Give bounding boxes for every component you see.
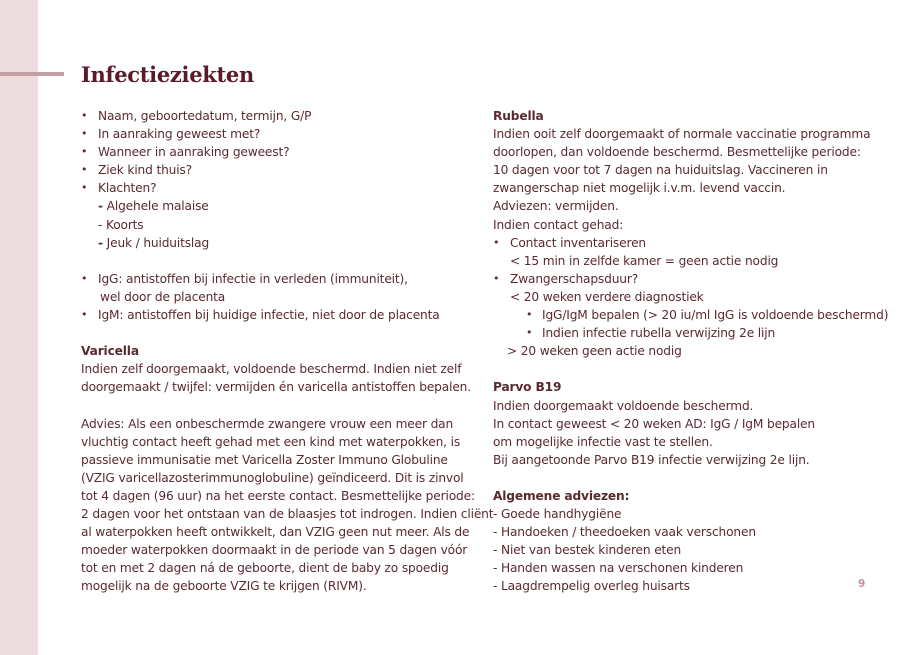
page-title: Infectieziekten	[81, 62, 254, 87]
list-item: • In aanraking geweest met?	[81, 125, 476, 143]
paragraph-line: 10 dagen voor tot 7 dagen na huiduitslag. Vaccineren in	[493, 163, 828, 178]
advice-item: - Laagdrempelig overleg huisarts	[493, 579, 690, 594]
page-number: 9	[858, 578, 866, 590]
paragraph-line: (VZIG varicellazosterimmunoglobuline) geïndiceerd. Dit is zinvol	[81, 470, 464, 485]
paragraph-line: In contact geweest < 20 weken AD: IgG / IgM bepalen	[493, 416, 815, 431]
right-column	[493, 107, 893, 596]
paragraph-line: passieve immunisatie met Varicella Zoster Immuno Globuline	[81, 452, 448, 467]
complaint-item: - Koorts	[98, 217, 144, 232]
spacer	[81, 324, 476, 342]
paragraph-line: om mogelijke infectie vast te stellen.	[493, 434, 713, 449]
list-sub-item: > 20 weken geen actie nodig	[507, 344, 682, 359]
list-item: • Zwangerschapsduur?	[493, 270, 893, 288]
paragraph-line: al waterpokken heeft ontwikkelt, dan VZIG geen nut meer. Als de	[81, 525, 470, 540]
paragraph-line: tot 4 dagen (96 uur) na het eerste contact. Besmettelijke periode:	[81, 488, 475, 503]
list-item: • Wanneer in aanraking geweest?	[81, 143, 476, 161]
advice-item: - Handoeken / theedoeken vaak verschonen	[493, 525, 756, 540]
paragraph-line: vluchtig contact heeft gehad met een kind met waterpokken, is	[81, 434, 461, 449]
parvo-heading: Parvo B19	[493, 380, 562, 395]
left-column	[81, 107, 494, 596]
list-sub-item: < 20 weken verdere diagnostiek	[510, 289, 704, 304]
list-item-continuation: wel door de placenta	[100, 289, 226, 304]
paragraph-line: zwangerschap niet mogelijk i.v.m. levend vaccin.	[493, 181, 786, 196]
complaint-item: - Algehele malaise	[98, 199, 209, 214]
list-item: • IgG: antistoffen bij infectie in verleden (immuniteit),	[81, 270, 476, 288]
list-sub-item: < 15 min in zelfde kamer = geen actie nodig	[510, 253, 779, 268]
paragraph-line: moeder waterpokken doormaakt in de periode van 5 dagen vóór	[81, 543, 468, 558]
paragraph-line: mogelijk na de geboorte VZIG te krijgen (RIVM).	[81, 579, 367, 594]
list-item: • IgM: antistoffen bij huidige infectie, niet door de placenta	[81, 306, 476, 324]
list-item: • Naam, geboortedatum, termijn, G/P	[81, 107, 476, 125]
paragraph-line: Advies: Als een onbeschermde zwangere vrouw een meer dan	[81, 416, 454, 431]
spacer	[493, 469, 893, 487]
list-item: • Contact inventariseren	[493, 234, 893, 252]
advice-item: - Goede handhygiëne	[493, 507, 622, 522]
list-item: • Klachten?	[81, 179, 476, 197]
varicella-heading: Varicella	[81, 344, 139, 359]
nested-list-item: • Indien infectie rubella verwijzing 2e lijn	[493, 324, 893, 342]
paragraph-line: doorlopen, dan voldoende beschermd. Besmettelijke periode:	[493, 145, 861, 160]
side-decorative-band	[0, 0, 38, 655]
complaint-item: - Jeuk / huiduitslag	[98, 235, 210, 250]
paragraph-line: Bij aangetoonde Parvo B19 infectie verwijzing 2e lijn.	[493, 452, 810, 467]
paragraph-line: doorgemaakt / twijfel: vermijden én varicella antistoffen bepalen.	[81, 380, 471, 395]
spacer	[493, 360, 893, 378]
nested-list-item: • IgG/IgM bepalen (> 20 iu/ml IgG is voldoende beschermd)	[493, 306, 893, 324]
title-accent-rule	[0, 72, 64, 76]
paragraph-line: Indien zelf doorgemaakt, voldoende beschermd. Indien niet zelf	[81, 362, 462, 377]
paragraph-line: tot en met 2 dagen ná de geboorte, dient de baby zo spoedig	[81, 561, 449, 576]
advice-item: - Niet van bestek kinderen eten	[493, 543, 682, 558]
spacer	[81, 252, 476, 270]
general-advice-heading: Algemene adviezen:	[493, 488, 630, 503]
paragraph-line: Adviezen: vermijden.	[493, 199, 619, 214]
paragraph-line: Indien contact gehad:	[493, 217, 624, 232]
advice-item: - Handen wassen na verschonen kinderen	[493, 561, 744, 576]
list-item: • Ziek kind thuis?	[81, 161, 476, 179]
paragraph-line: 2 dagen voor het ontstaan van de blaasjes tot indrogen. Indien cliënt	[81, 507, 494, 522]
paragraph-line: Indien doorgemaakt voldoende beschermd.	[493, 398, 754, 413]
rubella-heading: Rubella	[493, 109, 544, 123]
paragraph-line: Indien ooit zelf doorgemaakt of normale vaccinatie programma	[493, 127, 871, 142]
spacer	[81, 397, 476, 415]
